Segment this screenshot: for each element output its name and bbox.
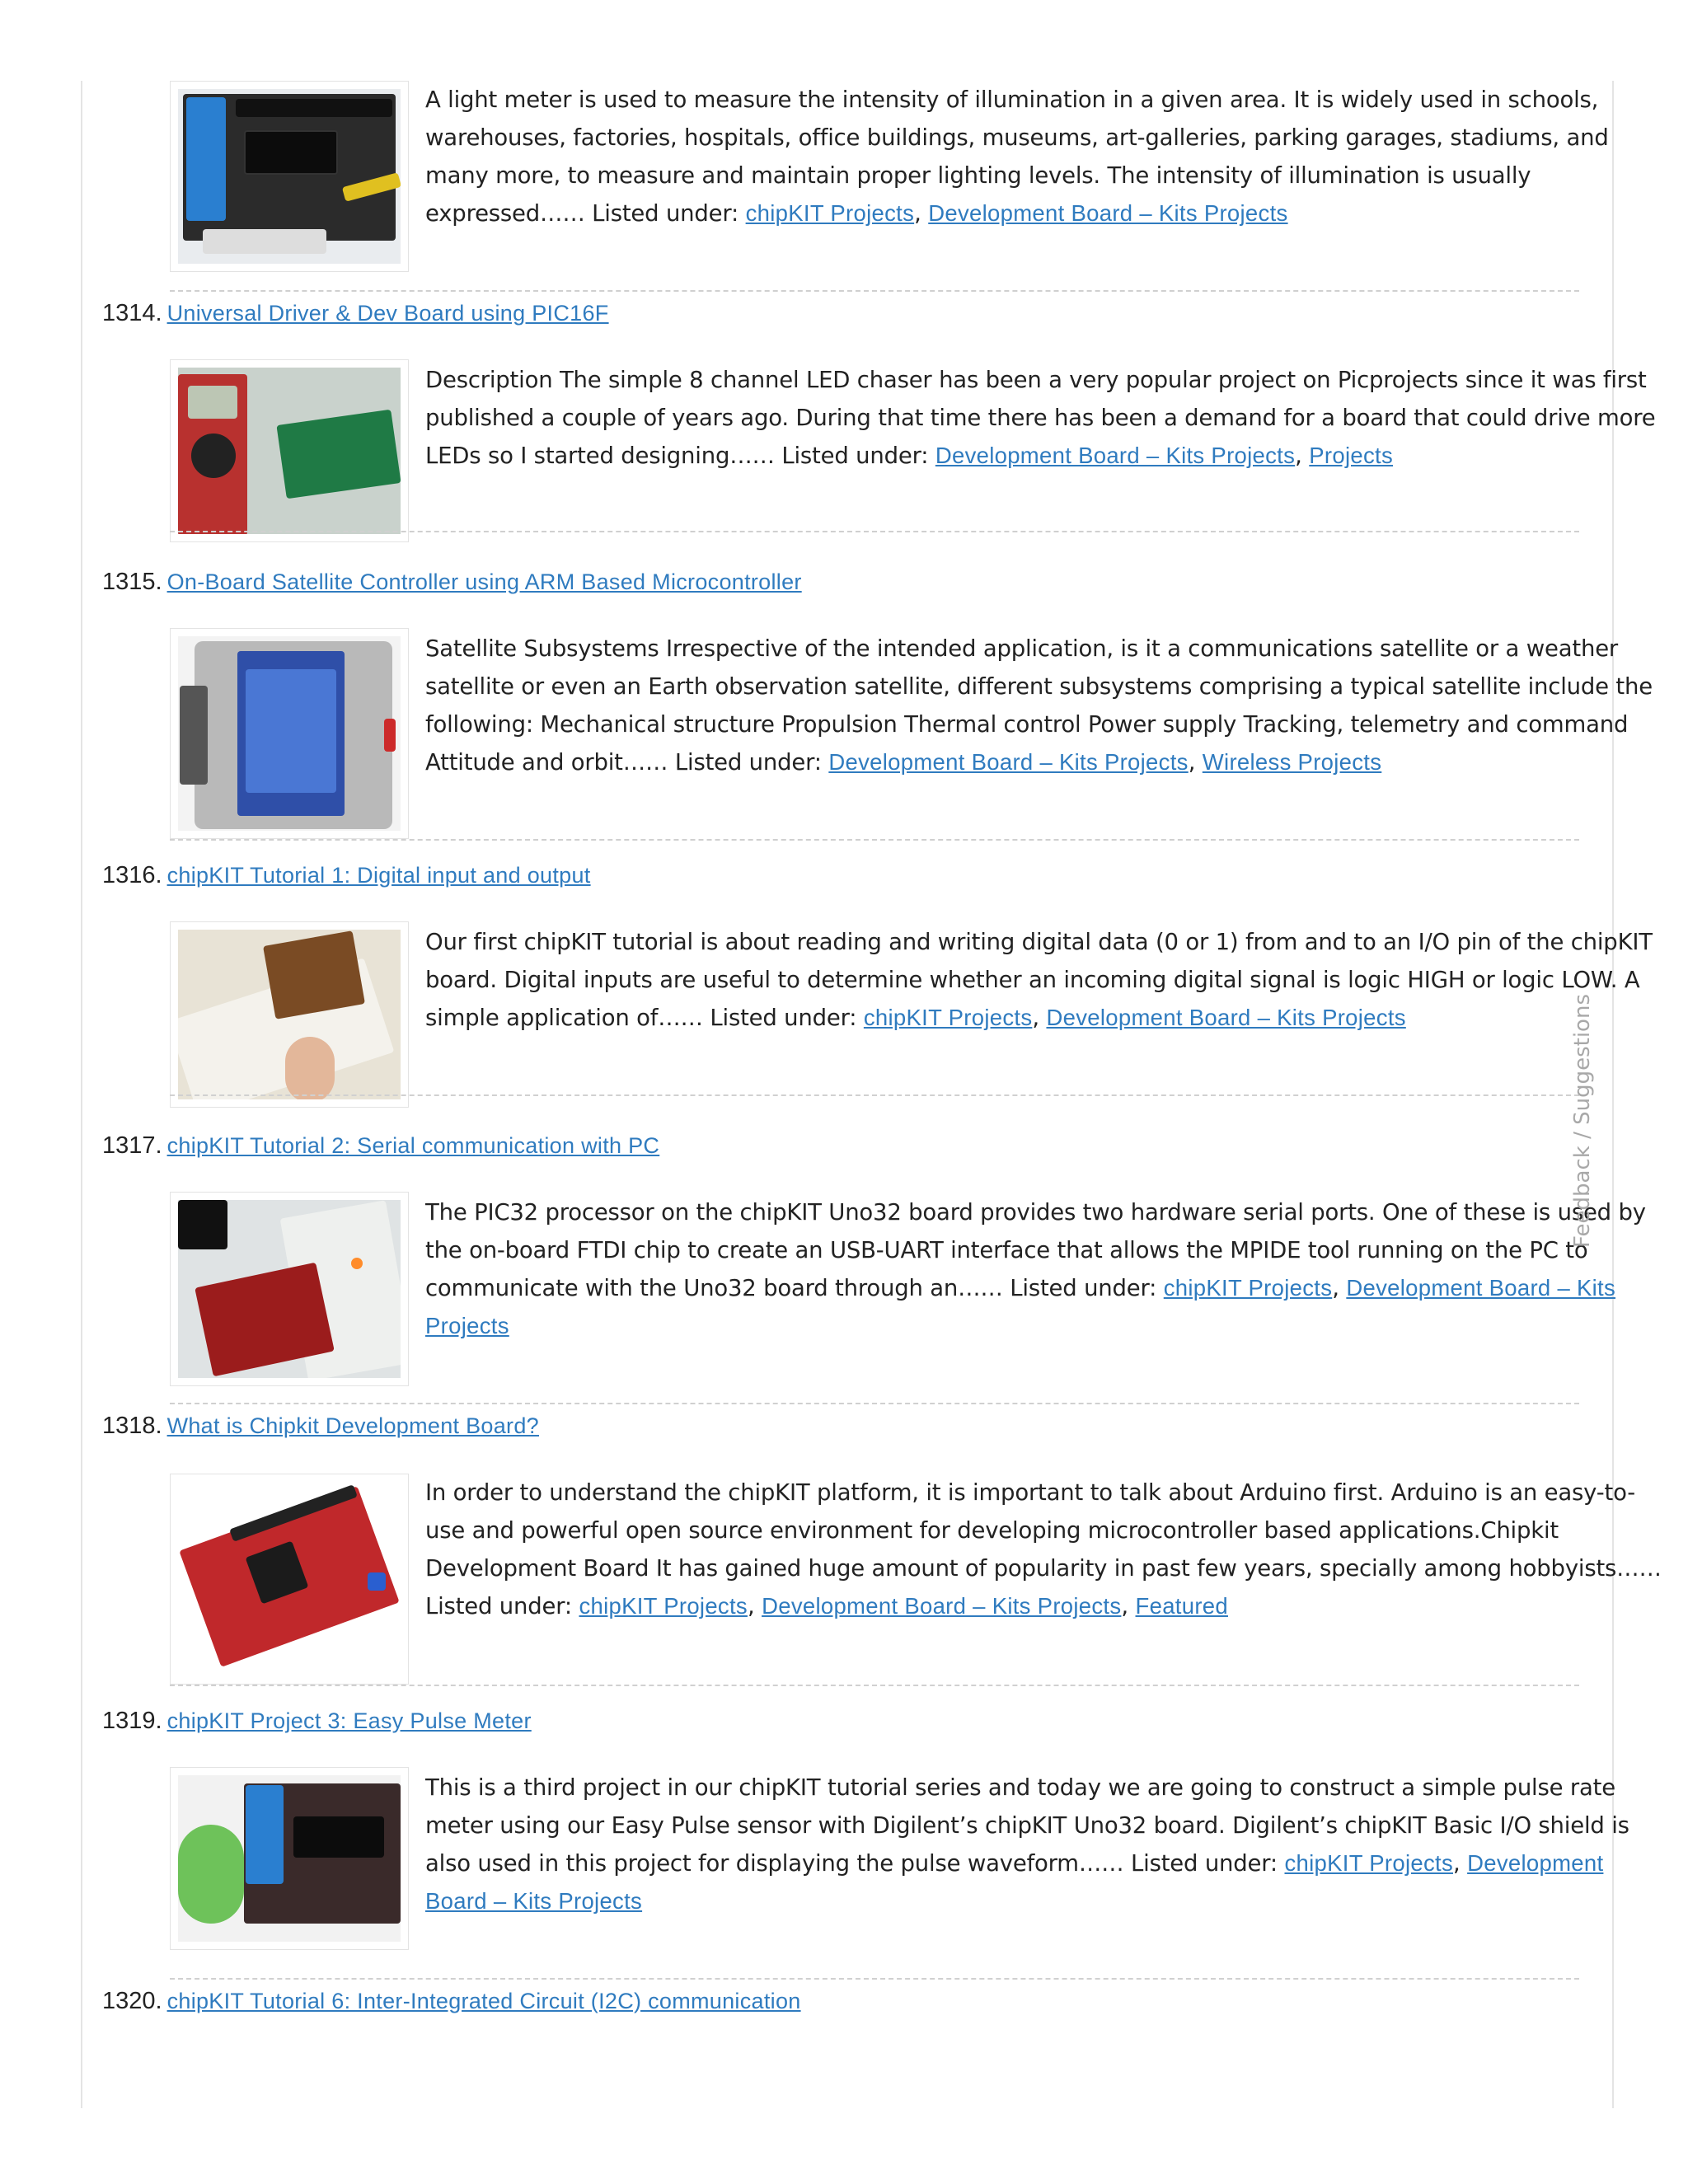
category-link[interactable]: Featured	[1135, 1593, 1228, 1619]
entry-thumbnail[interactable]	[170, 81, 409, 272]
category-link[interactable]: chipKIT Projects	[1284, 1850, 1453, 1876]
entry-title-link[interactable]: On-Board Satellite Controller using ARM Based Microcontroller	[166, 569, 802, 594]
category-link[interactable]: Wireless Projects	[1202, 749, 1382, 775]
entry-header	[102, 297, 609, 330]
uno32-breadboard-photo	[178, 1200, 401, 1378]
entry-header	[102, 1704, 532, 1737]
description-text: A light meter is used to measure the intensity of illumination in a given area. It is widely used in schools, warehouses, factories, hospitals, office buildings, museums, art-galleries, parking garages, stadiums, and many more, to measure and maintain proper lighting levels. The intensity of illumination is usually expressed…… Listed under:	[425, 87, 1609, 227]
entry-number: 1319.	[102, 1707, 162, 1734]
description-text: The PIC32 processor on the chipKIT Uno32 board provides two hardware serial ports. One of these is used by the on-board FTDI chip to create an USB-UART interface that allows the MPIDE tool running on the PC to communicate with the Uno32 board through an…… Listed under:	[425, 1199, 1646, 1301]
description-text: Satellite Subsystems Irrespective of the intended application, is it a communications satellite or a weather satellite or even an Earth observation satellite, different subsystems comprising a typical satellite include the following: Mechanical structure Propulsion Thermal control Power supply Tracking, telemetry and command Attitude and orbit…… Listed under:	[425, 635, 1653, 776]
entry-number: 1315.	[102, 568, 162, 595]
category-link[interactable]: chipKIT Projects	[1163, 1275, 1333, 1301]
multimeter-and-led-board-photo	[178, 368, 401, 534]
category-link[interactable]: chipKIT Projects	[745, 200, 915, 226]
entry-title-link[interactable]: chipKIT Tutorial 1: Digital input and output	[166, 862, 591, 888]
category-link[interactable]: Development Board – Kits Projects	[425, 1275, 1616, 1338]
category-link[interactable]: Development Board – Kits Projects	[828, 749, 1189, 775]
feedback-tab[interactable]	[1558, 989, 1607, 1253]
description-text: This is a third project in our chipKIT tutorial series and today we are going to construct a simple pulse rate meter using our Easy Pulse sensor with Digilent’s chipKIT Uno32 board. Digilent’s chipKIT Basic I/O shield is also used in this project for displaying the pulse waveform…… Listed under:	[425, 1774, 1629, 1877]
chipkit-basic-io-shield-photo	[178, 89, 401, 264]
category-link[interactable]: Projects	[1309, 443, 1394, 468]
entry-title-link[interactable]: chipKIT Project 3: Easy Pulse Meter	[166, 1708, 532, 1733]
content-column	[81, 81, 1662, 2108]
category-link[interactable]: Development Board – Kits Projects	[1046, 1005, 1406, 1030]
entry-header	[102, 1985, 801, 2018]
entry-divider	[170, 839, 1579, 841]
entry-description: This is a third project in our chipKIT tutorial series and today we are going to construct a simple pulse rate meter using our Easy Pulse sensor with Digilent’s chipKIT Uno32 board. Digilent’s chipKIT Basic I/O shield is also used in this project for displaying the pulse waveform…… Listed under: chipKIT Projects, Development Board – Kits Projects	[425, 1774, 1629, 1914]
category-link[interactable]: Development Board – Kits Projects	[928, 200, 1288, 226]
category-link[interactable]: chipKIT Projects	[579, 1593, 748, 1619]
entry-header	[102, 1129, 659, 1162]
entry-description: Our first chipKIT tutorial is about reading and writing digital data (0 or 1) from and to an I/O pin of the chipKIT board. Digital inputs are useful to determine whether an incoming digital signal is logic HIGH or logic LOW. A simple application of…… Listed under: chipKIT Projects, Development Board – Kits Projects	[425, 929, 1653, 1031]
red-uno32-board-photo	[178, 1482, 401, 1676]
entry-title-link[interactable]: chipKIT Tutorial 2: Serial communication with PC	[166, 1132, 660, 1158]
entry-thumbnail[interactable]	[170, 1192, 409, 1386]
category-link[interactable]: chipKIT Projects	[863, 1005, 1033, 1030]
entry-description: In order to understand the chipKIT platform, it is important to talk about Arduino first. Arduino is an easy-to-use and powerful open source environment for developing microcontroller based applications.Chipkit Development Board It has gained huge amount of popularity in past few years, specially among hobbyists…… Listed under: chipKIT Projects, Development Board – Kits Projects, Featured	[425, 1479, 1662, 1619]
entry-number: 1320.	[102, 1987, 162, 2014]
entry-divider	[170, 1094, 1579, 1096]
description-text: Description The simple 8 channel LED chaser has been a very popular project on Picprojects since it was first published a couple of years ago. During that time there has been a demand for a board that could drive more LEDs so I started designing…… Listed under:	[425, 367, 1656, 469]
entry-thumbnail[interactable]	[170, 628, 409, 839]
feedback-label: Feedback / Suggestions	[1570, 994, 1595, 1248]
entry-description: A light meter is used to measure the intensity of illumination in a given area. It is widely used in schools, warehouses, factories, hospitals, office buildings, museums, art-galleries, parking garages, stadiums, and many more, to measure and maintain proper lighting levels. The intensity of illumination is usually expressed…… Listed under: chipKIT Projects, Development Board – Kits Projects	[425, 87, 1609, 227]
entry-thumbnail[interactable]	[170, 1767, 409, 1950]
entry-divider	[170, 290, 1579, 292]
entry-divider	[170, 1685, 1579, 1686]
entry-thumbnail[interactable]	[170, 1474, 409, 1685]
entry-title-link[interactable]: Universal Driver & Dev Board using PIC16F	[166, 300, 609, 326]
entry-description: Satellite Subsystems Irrespective of the intended application, is it a communications satellite or a weather satellite or even an Earth observation satellite, different subsystems comprising a typical satellite include the following: Mechanical structure Propulsion Thermal control Power supply Tracking, telemetry and command Attitude and orbit…… Listed under: Development Board – Kits Projects, Wireless Projects	[425, 635, 1653, 776]
entry-number: 1314.	[102, 299, 162, 326]
entry-number: 1316.	[102, 861, 162, 888]
entry-title-link[interactable]: What is Chipkit Development Board?	[166, 1413, 539, 1438]
entry-description: The PIC32 processor on the chipKIT Uno32 board provides two hardware serial ports. One of these is used by the on-board FTDI chip to create an USB-UART interface that allows the MPIDE tool running on the PC to communicate with the Uno32 board through an…… Listed under: chipKIT Projects, Development Board – Kits Projects	[425, 1199, 1646, 1338]
touchscreen-dev-board-photo	[178, 636, 401, 831]
entry-description: Description The simple 8 channel LED chaser has been a very popular project on Picprojects since it was first published a couple of years ago. During that time there has been a demand for a board that could drive more LEDs so I started designing…… Listed under: Development Board – Kits Projects, Projects	[425, 367, 1656, 469]
entry-thumbnail[interactable]	[170, 921, 409, 1108]
entry-number: 1317.	[102, 1132, 162, 1159]
pulse-sensor-finger-photo	[178, 1775, 401, 1942]
entry-header	[102, 565, 802, 598]
entry-divider	[170, 531, 1579, 532]
category-link[interactable]: Development Board – Kits Projects	[935, 443, 1296, 468]
entry-divider	[170, 1403, 1579, 1404]
entry-thumbnail[interactable]	[170, 359, 409, 542]
entry-number: 1318.	[102, 1412, 162, 1439]
category-link[interactable]: Development Board – Kits Projects	[425, 1850, 1604, 1914]
breadboard-finger-photo	[178, 930, 401, 1099]
entry-title-link[interactable]: chipKIT Tutorial 6: Inter-Integrated Circuit (I2C) communication	[166, 1988, 801, 2013]
entry-header	[102, 859, 591, 892]
category-link[interactable]: Development Board – Kits Projects	[762, 1593, 1122, 1619]
entry-divider	[170, 1978, 1579, 1980]
description-text: Our first chipKIT tutorial is about reading and writing digital data (0 or 1) from and to an I/O pin of the chipKIT board. Digital inputs are useful to determine whether an incoming digital signal is logic HIGH or logic LOW. A simple application of…… Listed under:	[425, 929, 1653, 1031]
description-text: In order to understand the chipKIT platform, it is important to talk about Arduino first. Arduino is an easy-to-use and powerful open source environment for developing microcontroller based applications.Chipkit Development Board It has gained huge amount of popularity in past few years, specially among hobbyists…… Listed under:	[425, 1479, 1662, 1619]
entry-header	[102, 1409, 539, 1442]
